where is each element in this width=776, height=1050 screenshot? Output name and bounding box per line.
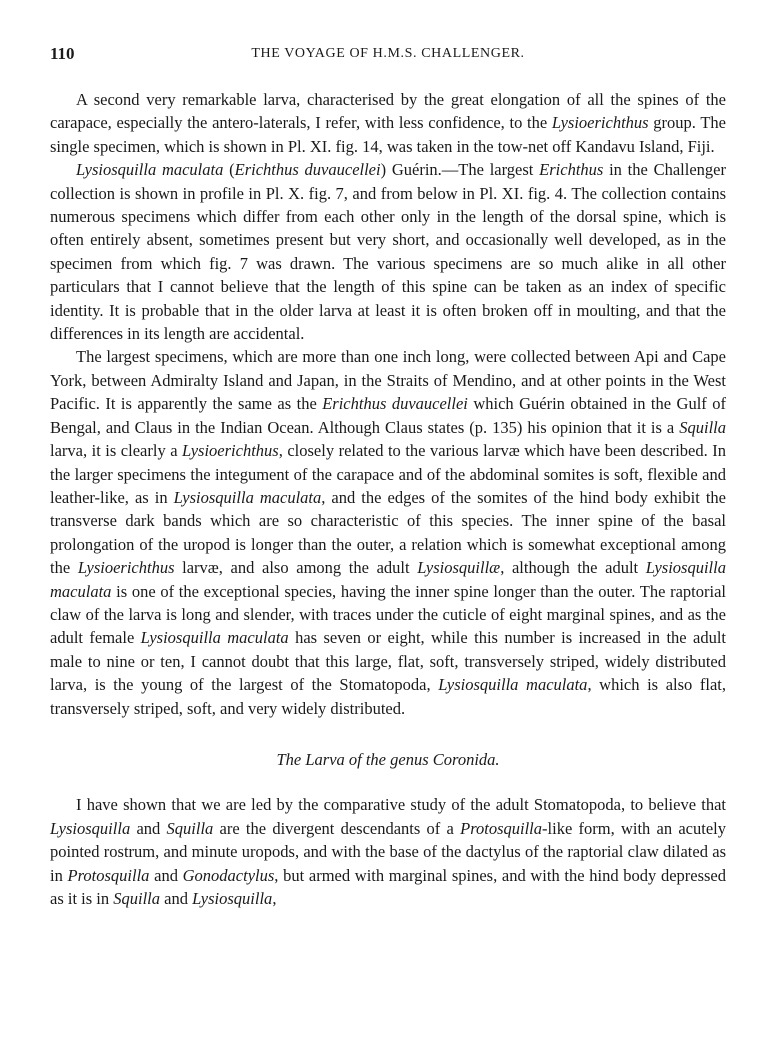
italic-term: Lysiosquilla maculata xyxy=(50,558,726,601)
italic-term: Lysiosquilla xyxy=(50,818,131,838)
italic-term: Lysiosquilla maculata xyxy=(76,160,224,180)
italic-term: Protosquilla xyxy=(67,865,150,885)
italic-term: Erichthus duvaucellei xyxy=(322,394,468,414)
italic-term: Lysiosquilla xyxy=(192,889,273,908)
paragraph: The largest specimens, which are more than one inch long, were collected between Api and Cape York, between Admiralty Island and Japan, in the Straits of Mendino, and at other points in the West Pacific. It is apparently the same as the Erichthus duvaucellei which Guérin obtained in the Gulf of Bengal, and Claus in the Indian Ocean. Although Claus states (p. 135) his opinion that it is a Squilla larva, it is clearly a Lysioerichthus, closely related to the various larvæ which have been described. In the larger specimens the integument of the carapace and of the abdominal somites is soft, flexible and leather-like, as in Lysiosquilla maculata, and the edges of the somites of the hind body exhibit the transverse dark bands which are so characteristic of this species. The inner spine of the basal prolongation of the uropod is longer than the outer, a relation which is somewhat exceptional among the Lysioerichthus larvæ, and also among the adult Lysiosquillæ, although the adult Lysiosquilla maculata is one of the exceptional species, having the inner spine longer than the outer. The raptorial claw of the larva is long and slender, with traces under the cuticle of eight marginal spines, and as the adult female Lysiosquilla maculata has seven or eight, while this number is increased in the adult male to nine or ten, I cannot doubt that this large, flat, soft, transversely striped, widely distributed larva, is the young of the largest of the Stomatopoda, Lysiosquilla maculata, which is also flat, transversely striped, soft, and very widely distributed. xyxy=(50,347,726,718)
italic-term: Erichthus duvaucellei xyxy=(234,160,381,180)
paragraph: I have shown that we are led by the comparative study of the adult Stomatopoda, to believe that Lysiosquilla and Squilla are the divergent descendants of a Protosquilla-like form, with an acutely pointed rostrum, and minute uropods, and with the base of the dactylus of the raptorial claw dilated as in Protosquilla and Gonodactylus, but armed with marginal spines, and with the hind body depressed as it is in Squilla and Lysiosquilla, xyxy=(50,795,727,908)
italic-term: Lysiosquilla maculata xyxy=(140,628,289,648)
italic-term: Lysioerichthus xyxy=(551,113,649,133)
italic-term: Lysioerichthus xyxy=(77,558,175,578)
paragraph: A second very remarkable larva, characterised by the great elongation of all the spines of the carapace, especially the antero-laterals, I refer, with less confidence, to the Lysioerichthus group. The single specimen, which is shown in Pl. XI. fig. 14, was taken in the tow-net off Kandavu Island, Fiji. xyxy=(50,90,726,156)
italic-term: Gonodactylus xyxy=(182,865,275,885)
paragraph: Lysiosquilla maculata (Erichthus duvaucellei) Guérin.—The largest Erichthus in the Challenger collection is shown in profile in Pl. X. fig. 7, and from below in Pl. XI. fig. 4. The collection contains numerous specimens which differ from each other only in the length of the dorsal spine, which is often entirely absent, sometimes present but very short, and occasionally well developed, as in the specimen from which fig. 7 was drawn. The various specimens are so much alike in all other particulars that I cannot believe that the length of this spine can be taken as an index of specific identity. It is probable that in the older larva at least it is often broken off in moulting, and that the differences in its length are accidental. xyxy=(50,160,726,344)
running-head: THE VOYAGE OF H.M.S. CHALLENGER. xyxy=(251,46,525,61)
italic-term: Protosquilla xyxy=(460,818,543,838)
italic-term: Squilla xyxy=(113,889,161,908)
italic-term: Erichthus xyxy=(539,160,604,180)
italic-term: Squilla xyxy=(679,417,726,437)
section-heading: The Larva of the genus Coronida. xyxy=(276,749,500,769)
italic-term: Lysiosquilla maculata xyxy=(438,675,588,695)
italic-term: Squilla xyxy=(166,818,214,838)
italic-term: Lysioerichthus xyxy=(182,441,279,461)
italic-term: Lysiosquilla maculata xyxy=(173,487,322,507)
body-text xyxy=(50,88,726,910)
italic-term: Lysiosquillæ xyxy=(417,558,501,578)
page-number: 110 xyxy=(50,44,75,63)
